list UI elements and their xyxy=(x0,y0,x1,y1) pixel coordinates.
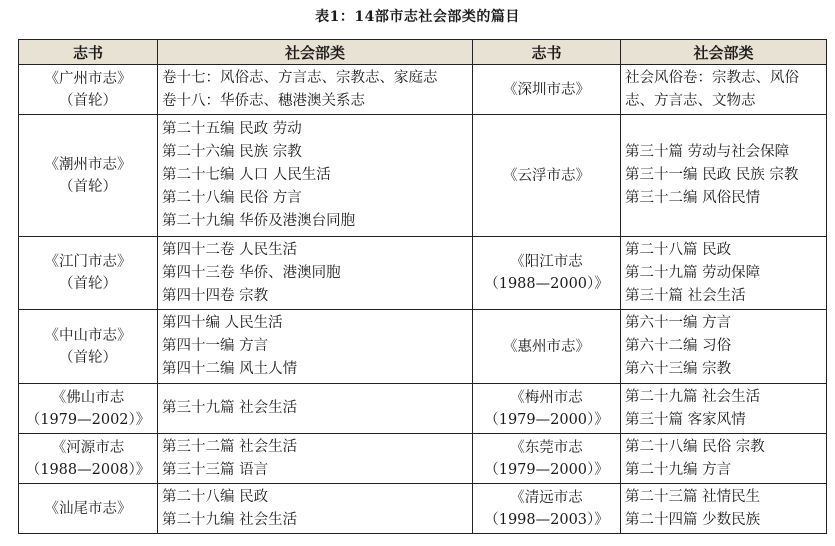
category-list xyxy=(621,237,827,310)
category-line: 第二十九编 方言 xyxy=(625,461,732,478)
gazetteer-line: 《潮州市志》 xyxy=(44,156,132,173)
category-line: 第二十九篇 劳动保障 xyxy=(625,264,761,281)
gazetteer-line: 《中山市志》 xyxy=(44,327,132,344)
gazetteer-line: （1998—2003）》 xyxy=(484,511,609,528)
category-list xyxy=(158,65,473,115)
category-line: 第三十篇 社会生活 xyxy=(625,287,746,304)
category-line: 第四十一编 方言 xyxy=(162,338,269,354)
table-row xyxy=(19,310,827,384)
gazetteer-line: 《广州市志》 xyxy=(44,70,132,87)
category-line: 第四十二编 风土人情 xyxy=(162,361,298,377)
gazetteer-line: （1979—2000）》 xyxy=(484,461,609,478)
gazetteer-name xyxy=(19,310,158,384)
gazetteer-line: 《清远市志 xyxy=(510,489,583,506)
table-row xyxy=(19,65,827,115)
category-list xyxy=(621,484,827,534)
category-list xyxy=(621,65,827,115)
gazetteer-name xyxy=(473,237,621,310)
category-line: 第四十编 人民生活 xyxy=(162,315,283,331)
header-category-right: 社会部类 xyxy=(621,40,827,65)
category-line: 卷十七：风俗志、方言志、宗教志、家庭志 xyxy=(162,69,438,86)
gazetteer-name xyxy=(19,115,158,237)
category-line: 第二十八编 民俗 宗教 xyxy=(625,438,765,455)
category-list xyxy=(621,115,827,237)
category-line: 第三十二编 风俗民情 xyxy=(625,190,761,206)
category-list xyxy=(621,434,827,484)
gazetteer-line: 《云浮市志》 xyxy=(503,167,590,184)
gazetteer-line: （首轮） xyxy=(59,276,117,292)
category-line: 第四十三卷 华侨、港澳同胞 xyxy=(162,264,341,281)
gazetteer-line: 《佛山市志 xyxy=(51,389,125,406)
category-line: 第三十九篇 社会生活 xyxy=(162,400,298,416)
gazetteer-name xyxy=(19,384,158,434)
table-row xyxy=(19,434,827,484)
header-category-left: 社会部类 xyxy=(158,40,473,65)
gazetteer-line: （首轮） xyxy=(59,178,117,195)
gazetteer-line: 《东莞市志 xyxy=(510,439,583,456)
table-row xyxy=(19,115,827,237)
gazetteer-name xyxy=(19,484,158,534)
category-list xyxy=(158,115,473,237)
category-list xyxy=(621,384,827,434)
category-list xyxy=(158,384,473,434)
category-line: 第三十篇 劳动与社会保障 xyxy=(625,144,790,160)
gazetteer-name xyxy=(19,434,158,484)
category-line: 第二十九编 社会生活 xyxy=(162,511,298,528)
category-list xyxy=(158,237,473,310)
category-line: 第三十三篇 语言 xyxy=(162,461,269,478)
category-list xyxy=(158,484,473,534)
gazetteer-table xyxy=(18,39,827,534)
gazetteer-name xyxy=(473,65,621,115)
category-line: 第六十一编 方言 xyxy=(625,315,732,331)
category-line: 卷十八：华侨志、穗港澳关系志 xyxy=(162,92,365,109)
gazetteer-name xyxy=(473,484,621,534)
gazetteer-name xyxy=(19,65,158,115)
category-line: 第三十一编 民政 民族 宗教 xyxy=(625,167,799,183)
category-line: 社会风俗卷：宗教志、风俗志、方言志、文物志 xyxy=(625,69,799,109)
gazetteer-line: （1988—2008）》 xyxy=(25,461,151,478)
table-row xyxy=(19,384,827,434)
category-line: 第二十九编 华侨及港澳台同胞 xyxy=(162,213,356,229)
gazetteer-line: 《阳江市志 xyxy=(510,254,583,270)
category-line: 第六十二编 习俗 xyxy=(625,338,732,354)
category-line: 第四十二卷 人民生活 xyxy=(162,241,298,258)
table-caption: 表1：14部市志社会部类的篇目 xyxy=(315,9,520,25)
gazetteer-line: 《汕尾市志》 xyxy=(44,500,132,517)
category-list xyxy=(158,434,473,484)
gazetteer-line: 《深圳市志》 xyxy=(503,81,590,98)
gazetteer-line: 《河源市志 xyxy=(51,439,125,456)
category-line: 第二十五编 民政 劳动 xyxy=(162,121,302,137)
category-line: 第二十八篇 民政 xyxy=(625,241,732,258)
gazetteer-name xyxy=(473,115,621,237)
gazetteer-line: （1988—2000）》 xyxy=(484,276,609,292)
category-line: 第二十三篇 社情民生 xyxy=(625,488,761,505)
category-line: 第三十篇 客家风情 xyxy=(625,411,746,428)
gazetteer-name xyxy=(473,310,621,384)
category-list xyxy=(621,310,827,384)
category-line: 第三十二篇 社会生活 xyxy=(162,438,298,455)
gazetteer-line: （首轮） xyxy=(59,349,117,366)
gazetteer-name xyxy=(19,237,158,310)
category-line: 第四十四卷 宗教 xyxy=(162,287,269,304)
category-line: 第二十六编 民族 宗教 xyxy=(162,144,302,160)
category-line: 第二十八编 民政 xyxy=(162,488,269,505)
gazetteer-line: （1979—2002）》 xyxy=(25,411,151,428)
category-line: 第二十八编 民俗 方言 xyxy=(162,190,302,206)
gazetteer-line: 《梅州市志 xyxy=(510,389,583,406)
table-row xyxy=(19,237,827,310)
header-gazetteer-left: 志书 xyxy=(19,40,158,65)
category-line: 第二十九篇 社会生活 xyxy=(625,388,761,405)
gazetteer-line: 《惠州市志》 xyxy=(503,338,590,355)
table-row xyxy=(19,484,827,534)
gazetteer-line: （1979—2000）》 xyxy=(484,411,609,428)
category-line: 第六十三编 宗教 xyxy=(625,361,732,377)
gazetteer-line: 《江门市志》 xyxy=(44,254,132,270)
category-line: 第二十七编 人口 人民生活 xyxy=(162,167,331,183)
gazetteer-name xyxy=(473,384,621,434)
category-list xyxy=(158,310,473,384)
header-row xyxy=(19,40,827,65)
gazetteer-name xyxy=(473,434,621,484)
header-gazetteer-right: 志书 xyxy=(473,40,621,65)
gazetteer-line: （首轮） xyxy=(59,92,117,109)
category-line: 第二十四篇 少数民族 xyxy=(625,511,761,528)
